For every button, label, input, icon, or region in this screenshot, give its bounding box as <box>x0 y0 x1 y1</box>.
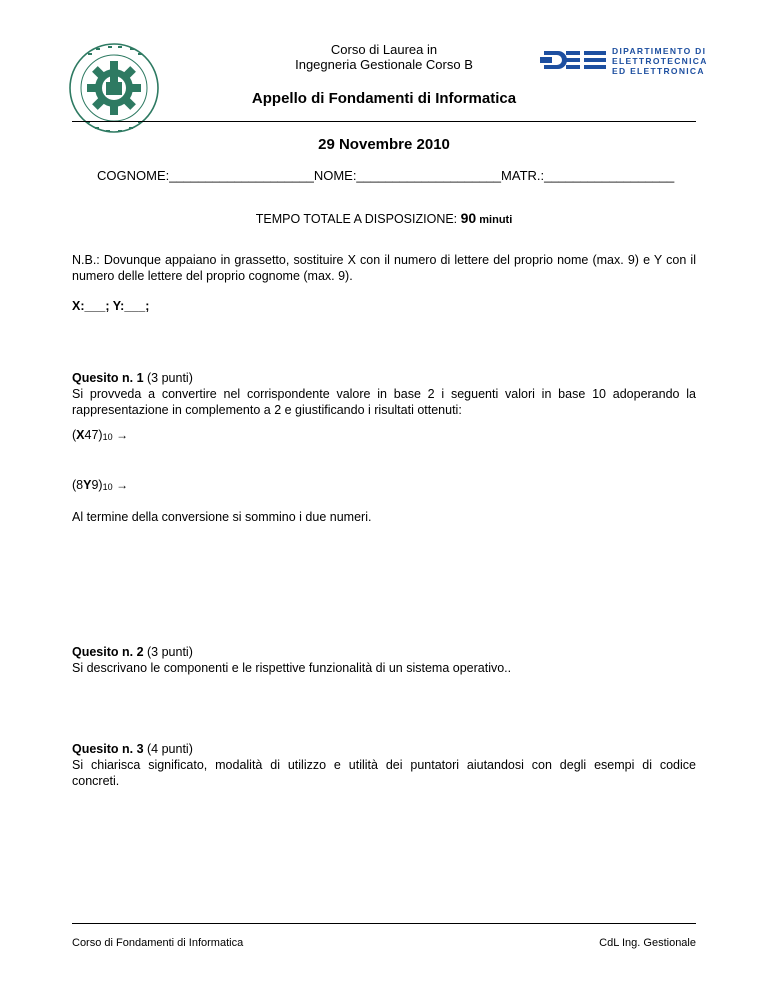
footer-right: CdL Ing. Gestionale <box>599 937 696 949</box>
expr-2-num: 9) <box>91 478 103 492</box>
expression-2 <box>72 477 696 495</box>
question-1 <box>72 370 696 418</box>
question-1-points: (3 punti) <box>143 371 193 385</box>
expression-1 <box>72 427 696 445</box>
question-1-title: Quesito n. 1 <box>72 371 144 385</box>
time-unit: minuti <box>476 214 513 226</box>
footer-left: Corso di Fondamenti di Informatica <box>72 937 244 949</box>
arrow-right-icon: → <box>116 428 129 442</box>
dept-line-1: DIPARTIMENTO DI <box>612 46 707 56</box>
question-3-title: Quesito n. 3 <box>72 742 144 756</box>
header-divider <box>72 121 696 122</box>
question-3 <box>72 741 696 789</box>
expr-1-open: ( <box>72 428 77 442</box>
question-2-points: (3 punti) <box>143 645 193 659</box>
question-1-text-line-2: rappresentazione in complemento a 2 e giustificando i risultati ottenuti: <box>72 403 462 417</box>
time-available <box>0 210 768 226</box>
question-3-text-line-2: concreti. <box>72 774 120 788</box>
xy-line: X:___; Y:___; <box>72 299 150 313</box>
course-line-2: Ingegneria Gestionale Corso B <box>295 57 473 72</box>
question-2-heading <box>72 644 696 660</box>
expr-2-var: Y <box>83 478 92 492</box>
exam-date: 29 Novembre 2010 <box>318 136 450 153</box>
question-1-heading <box>72 370 696 386</box>
department-name <box>612 46 708 76</box>
expr-1-base: 10 <box>102 432 113 442</box>
expr-2-open: (8 <box>72 478 84 492</box>
expr-1-var: X <box>76 428 85 442</box>
question-3-text-line-1: Si chiarisca significato, modalità di utilizzo e utilità dei puntatori aiutandosi con degli esempi di codice <box>72 758 696 772</box>
expr-2-base: 10 <box>102 482 113 492</box>
question-2-text: Si descrivano le componenti e le rispettive funzionalità di un sistema operativo.. <box>72 661 512 675</box>
exam-title: Appello di Fondamenti di Informatica <box>251 90 517 107</box>
time-label: TEMPO TOTALE A DISPOSIZIONE: <box>255 212 461 226</box>
student-fields: COGNOME:____________________NOME:____________________MATR.:__________________ <box>97 168 675 183</box>
question-1-text-line-1: Si provveda a convertire nel corrispondente valore in base 2 i seguenti valori in base 10 adoperando la <box>72 387 696 401</box>
time-value: 90 <box>460 210 477 226</box>
nb-note: N.B.: Dovunque appaiano in grassetto, sostituire X con il numero di lettere del proprio nome (max. 9) e Y con il numero delle lettere del proprio cognome (max. 9). <box>72 253 696 283</box>
question-2-title: Quesito n. 2 <box>72 645 144 659</box>
arrow-right-icon: → <box>116 478 129 492</box>
course-line-1: Corso di Laurea in <box>330 42 438 57</box>
question-1-closing: Al termine della conversione si sommino i due numeri. <box>72 510 372 524</box>
dept-line-2: ELETTROTECNICA <box>612 56 708 66</box>
question-3-heading <box>72 741 696 757</box>
footer-divider <box>72 923 696 924</box>
expr-1-num: 47) <box>84 428 103 442</box>
question-3-points: (4 punti) <box>143 742 193 756</box>
dept-line-3: ED ELETTRONICA <box>612 66 705 76</box>
question-2 <box>72 644 696 676</box>
